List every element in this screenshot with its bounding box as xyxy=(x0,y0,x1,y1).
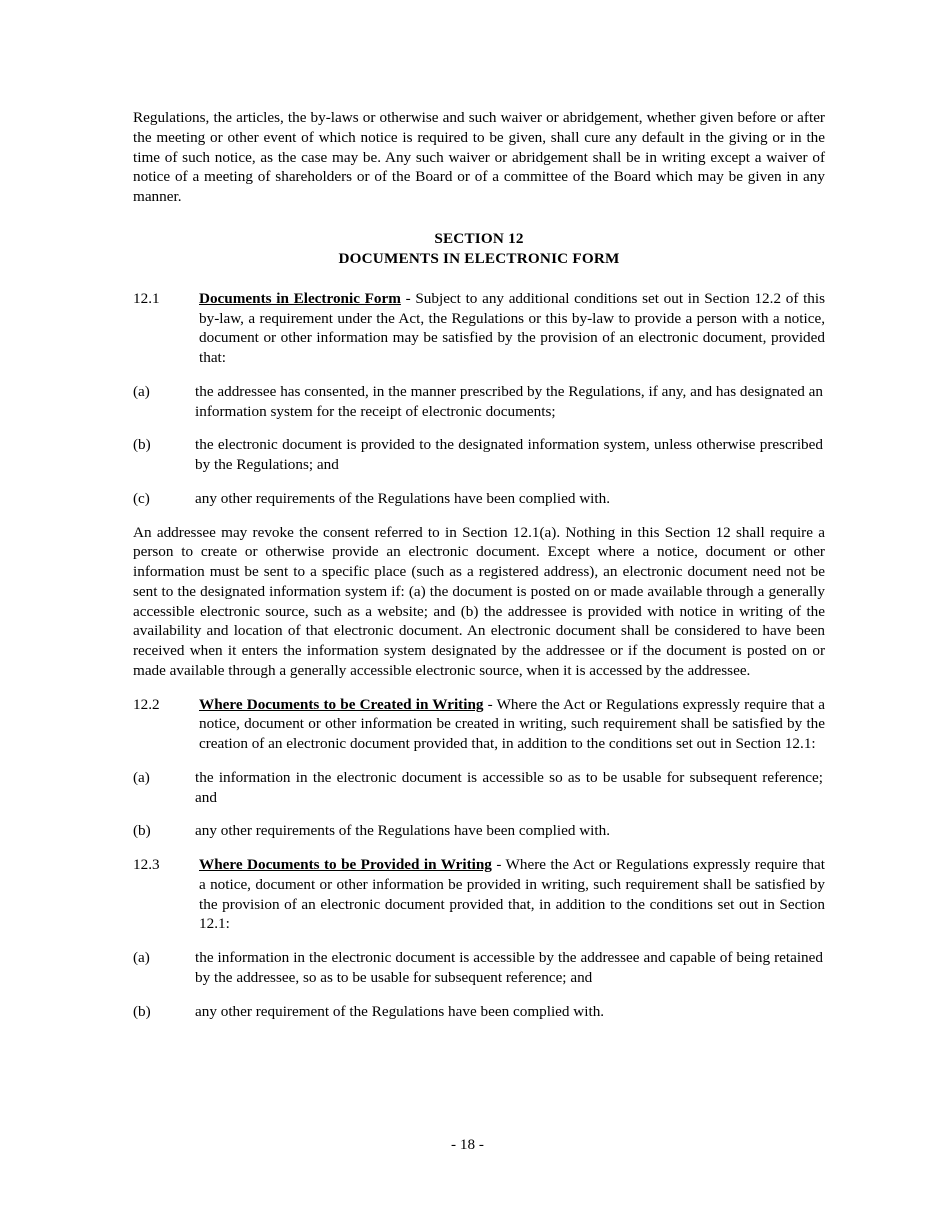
clause-12-3 xyxy=(133,855,825,934)
item-text: the information in the electronic document is accessible so as to be usable for subsequent reference; and xyxy=(195,768,823,806)
item-letter: (b) xyxy=(133,1002,151,1020)
clause-12-1-item-a xyxy=(133,382,825,422)
item-letter: (a) xyxy=(133,768,150,786)
clause-body xyxy=(199,855,825,934)
clause-12-2 xyxy=(133,695,825,754)
clause-body xyxy=(199,695,825,754)
item-letter: (b) xyxy=(133,822,151,840)
clause-12-1-trailing-paragraph: An addressee may revoke the consent referred to in Section 12.1(a). Nothing in this Section 12 shall require a person to create or otherwise provide an electronic document. Except where a notice, document or other information must be sent to a specific place (such as a registered address), an electronic document need not be sent to the designated information system if: (a) the document is posted on or made available through a generally accessible electronic source, such as a website; and (b) the addressee is provided with notice in writing of the availability and location of that electronic document. An electronic document shall be considered to have been received when it enters the information system designated by the addressee or if the document is posted on or made available through a generally accessible electronic source, when it is accessed by the addressee. xyxy=(133,523,825,679)
item-letter: (a) xyxy=(133,949,150,967)
clause-title: Where Documents to be Created in Writing xyxy=(199,695,484,713)
clause-12-1-item-b xyxy=(133,435,825,475)
clause-body xyxy=(199,289,825,368)
section-heading-line2: DOCUMENTS IN ELECTRONIC FORM xyxy=(338,249,620,267)
item-text: any other requirements of the Regulations have been complied with. xyxy=(195,822,611,840)
clause-title: Documents in Electronic Form xyxy=(199,289,401,307)
clause-number: 12.1 xyxy=(133,289,160,307)
clause-number: 12.2 xyxy=(133,695,160,713)
item-text: any other requirements of the Regulations have been complied with. xyxy=(195,489,611,507)
section-heading xyxy=(133,229,825,269)
clause-12-2-item-a xyxy=(133,768,825,808)
item-letter: (c) xyxy=(133,489,150,507)
item-letter: (a) xyxy=(133,382,150,400)
item-text: the addressee has consented, in the manner prescribed by the Regulations, if any, and has designated an information system for the receipt of electronic documents; xyxy=(195,382,823,420)
clause-text: - Where the Act or Regulations expressly require that a notice, document or other information be provided in writing, such requirement shall be satisfied by the provision of an electronic document provided that, in addition to the conditions set out in Section 12.1: xyxy=(199,856,825,933)
item-letter: (b) xyxy=(133,436,151,454)
clause-12-1 xyxy=(133,289,825,368)
clause-12-1-item-c xyxy=(133,489,825,509)
section-heading-line1: SECTION 12 xyxy=(434,229,524,247)
clause-text: - Subject to any additional conditions set out in Section 12.2 of this by-law, a requirement under the Act, the Regulations or this by-law to provide a person with a notice, document or other information may be satisfied by the provision of an electronic document, provided that: xyxy=(199,289,826,367)
clause-12-2-item-b xyxy=(133,821,825,841)
clause-12-3-item-b xyxy=(133,1002,825,1022)
item-text: the information in the electronic document is accessible by the addressee and capable of being retained by the addressee, so as to be usable for subsequent reference; and xyxy=(195,949,823,986)
page-number: - 18 - xyxy=(451,1136,484,1153)
clause-title: Where Documents to be Provided in Writing xyxy=(199,856,492,874)
clause-number: 12.3 xyxy=(133,856,160,874)
intro-paragraph: Regulations, the articles, the by-laws or otherwise and such waiver or abridgement, whether given before or after the meeting or other event of which notice is required to be given, shall cure any default in the giving or in the time of such notice, as the case may be. Any such waiver or abridgement shall be in writing except a waiver of notice of a meeting of shareholders or of the Board or of a committee of the Board which may be given in any manner. xyxy=(133,109,825,205)
item-text: the electronic document is provided to the designated information system, unless otherwise prescribed by the Regulations; and xyxy=(195,436,823,474)
clause-text: - Where the Act or Regulations expressly require that a notice, document or other information be created in writing, such requirement shall be satisfied by the creation of an electronic document provided that, in addition to the conditions set out in Section 12.1: xyxy=(199,695,826,753)
clause-12-3-item-a xyxy=(133,948,825,988)
item-text: any other requirement of the Regulations have been complied with. xyxy=(195,1002,605,1020)
